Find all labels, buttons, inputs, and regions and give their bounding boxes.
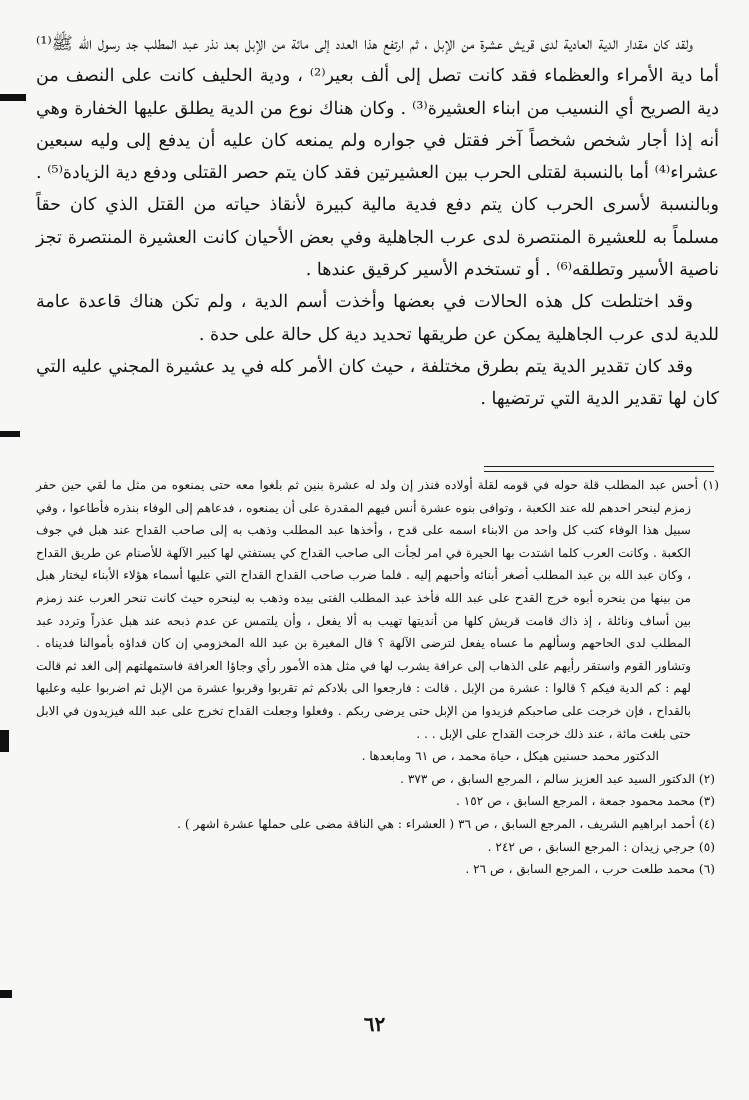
main-text: [36, 28, 719, 416]
page-number: ٦٢: [363, 1012, 386, 1036]
paragraph-3: وقد كان تقدير الدية يتم بطرق مختلفة ، حيث كان الأمر كله في يد عشيرة المجني عليه التي كان لها تقدير الدية التي ترتضيها .: [36, 356, 719, 410]
paragraph-1: ولقد كان مقدار الدية العادية لدى قريش عشرة من الإبل ، ثم ارتفع هذا العدد إلى مائة من الإبل بعد نذر عبد المطلب جد رسول الله ﷺ⁽¹⁾ أما دية الأمراء والعظماء فقد كانت تصل إلى ألف بعير⁽²⁾ ، ودية الحليف كانت على النصف من دية الصريح أي النسيب من ابناء العشيرة⁽³⁾ . وكان هناك نوع من الدية يطلق عليها الخفارة وهي أنه إذا أجار شخص شخصاً آخر فقتل في جواره ولم يمنعه كان عليه أن يدفع إلى وليه سبعين عشراء⁽⁴⁾ أما بالنسبة لقتلى الحرب بين العشيرتين فقد كان يتم حصر القتلى ودفع دية الزيادة⁽⁵⁾ . وبالنسبة لأسرى الحرب كان يتم دفع فدية مالية كبيرة لأنقاذ حياته من القتل الذي كان حقاً مسلماً به للعشيرة المنتصرة لدى عرب الجاهلية وفي بعض الأحيان كانت العشيرة المنتصرة تجز ناصية الأسير وتطلقه⁽⁶⁾ . أو تستخدم الأسير كرقيق عندها .: [36, 34, 719, 281]
footnote-4: (٤) أحمد ابراهيم الشريف ، المرجع السابق ، ص ٣٦ ( العشراء : هي الناقة مضى على حملها عشرة اشهر ) .: [177, 816, 715, 831]
footnote-6: (٦) محمد طلعت حرب ، المرجع السابق ، ص ٢٦ .: [465, 862, 715, 877]
footnote-5: (٥) جرجي زيدان : المرجع السابق ، ص ٢٤٢ .: [487, 839, 715, 854]
footnote-3: (٣) محمد محمود جمعة ، المرجع السابق ، ص ١٥٢ .: [455, 794, 715, 809]
scan-edge-mark: [0, 730, 9, 752]
footnote-1: (١) أحس عبد المطلب قلة حوله في قومه لقلة أولاده فنذر إن ولد له عشرة بنين ثم بلغوا معه حتى يمنعوه من مثل ما لقي حين حفر زمزم لينحر احدهم لله عند الكعبة ، وتوافى بنوه عشرة أنس فيهم المقدرة على أن يمنعوه ، فدعاهم إلى الوفاء بنذره فأطاعوا ، وفي سبيل هذا الوفاء كتب كل واحد من الابناء اسمه على قدح ، وأخذها عبد المطلب وذهب به إلى صاحب القداح عند هبل في جوف الكعبة . وكانت العرب كلما اشتدت بها الحيرة في امر لجأت الى صاحب القداح كي يستفتي لها كبير الآلهة للأصنام عن طريق القداح ، وكان عبد الله بن عبد المطلب أصغر أبنائه وأحبهم إليه . فلما ضرب صاحب القداح القداح التي عليها أسماء هؤلاء الأبناء ليختار هبل من بينها من ينحره أبوه خرج القدح على عبد الله فأخذ عبد المطلب الفتى بيده وذهب به لينحره حيث كانت تنحر العرب عند زمزم بين أساف ونائلة ، إذ ذاك قامت قريش كلها من أنديتها تهيب به ألا يفعل ، وأن يلتمس عن عدم ذبحه عند هبل عذراً وتردد عبد المطلب لدى الحاحهم وسألهم ما عساه يفعل لترضى الآلهة ؟ قال المغيرة بن عبد الله المخزومي إن كان فداؤه بأموالنا فديناه . وتشاور القوم واستقر رأيهم على الذهاب إلى عرافة يشرب لها في مثل هذه الأمور رأي وجاؤا العرافة فاستمهلتهم إلى الغد ثم قالت لهم : كم الدية فيكم ؟ قالوا : عشرة من الإبل . قالت : فارجعوا الى بلادكم ثم تقربوا وقربوا عشرة من الإبل ثم اضربوا عليه وعليها بالقداح ، فإن خرجت على صاحبكم فزيدوا من الإبل حتى يرضى ربكم . وفعلوا وجعلت القداح تخرج على عبد الله فيزيدون في الابل حتى بلغت مائة ، عند ذلك خرجت القداح على الإبل . . .: [36, 478, 719, 741]
footnote-separator: [484, 466, 714, 472]
footnotes: [36, 474, 719, 881]
scan-edge-mark: [0, 990, 12, 998]
paragraph-2: وقد اختلطت كل هذه الحالات في بعضها وأخذت أسم الدية ، ولم تكن هناك قاعدة عامة للدية لدى عرب الجاهلية يمكن عن طريقها تحديد دية كل حالة على حدة .: [36, 292, 719, 345]
footnote-2: (٢) الدكتور السيد عبد العزيز سالم ، المرجع السابق ، ص ٣٧٣ .: [400, 771, 715, 786]
footnote-1-source: الدكتور محمد حسنين هيكل ، حياة محمد ، ص ٦١ ومابعدها .: [361, 749, 659, 764]
scan-edge-mark: [0, 431, 20, 437]
scan-edge-mark: [0, 94, 26, 101]
